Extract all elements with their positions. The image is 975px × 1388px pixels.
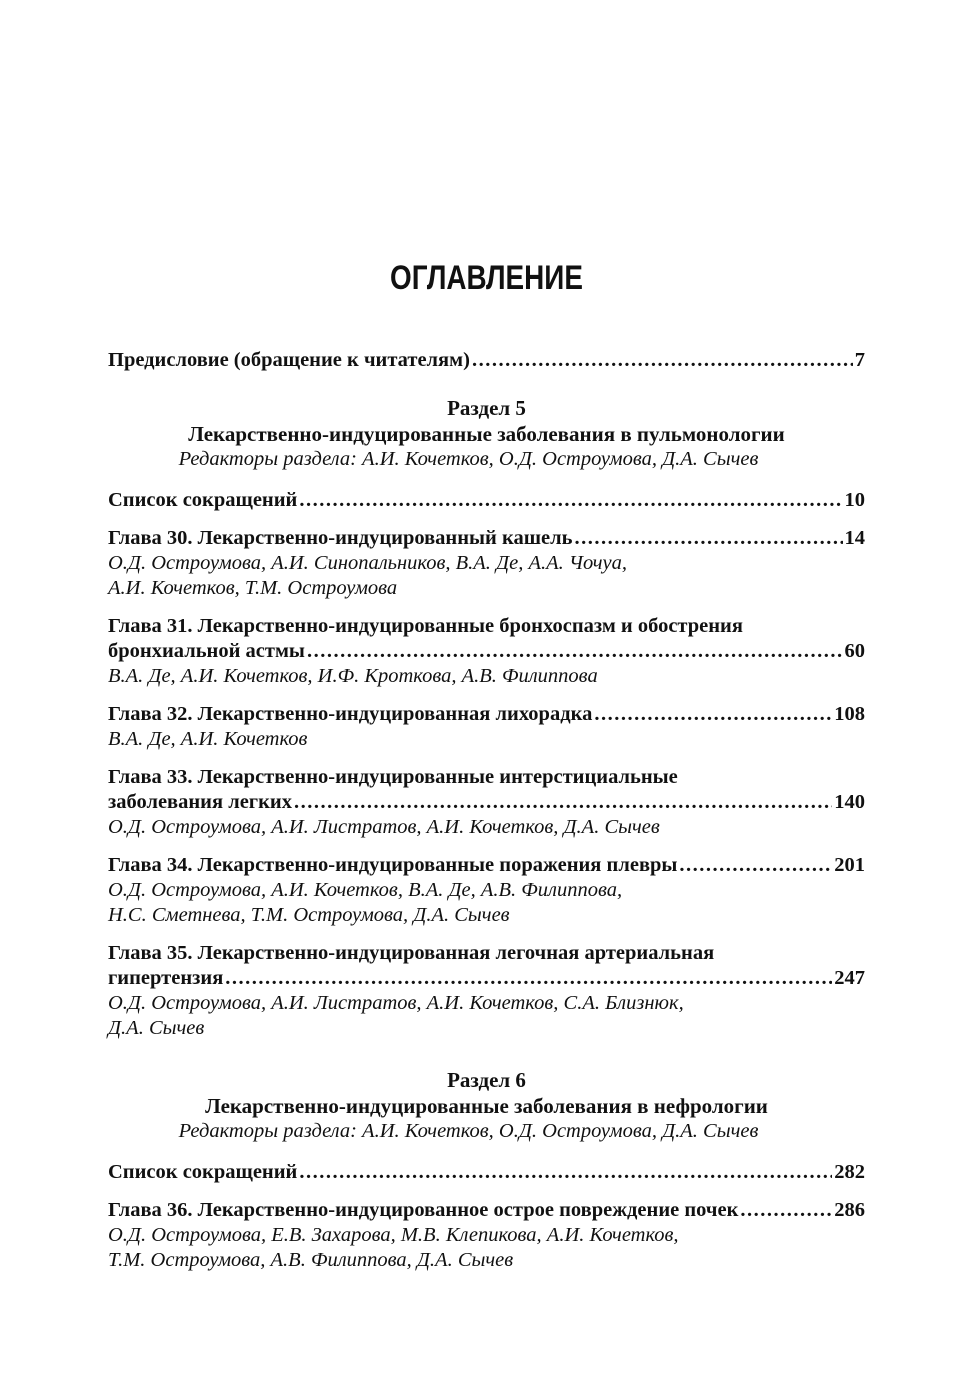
chapter-authors: О.Д. Остроумова, А.И. Листратов, А.И. Кочетков, Д.А. Сычев — [108, 816, 660, 838]
chapter-authors: О.Д. Остроумова, А.И. Листратов, А.И. Кочетков, С.А. Близнюк, — [108, 992, 684, 1014]
toc-page — [108, 258, 865, 1273]
page-number: 60 — [844, 640, 865, 662]
chapter-authors: В.А. Де, А.И. Кочетков — [108, 728, 308, 750]
page-number: 140 — [834, 791, 865, 813]
toc-entry-preface[interactable] — [108, 348, 865, 373]
chapter-authors: Д.А. Сычев — [108, 1017, 205, 1039]
leader-dots — [299, 488, 842, 513]
section-number: Раздел 6 — [447, 1068, 526, 1092]
toc-entry-chapter-32[interactable] — [108, 702, 865, 752]
toc-entry-abbrev[interactable] — [108, 488, 865, 513]
entry-label: Список сокращений — [108, 1161, 298, 1183]
entry-label: Список сокращений — [108, 489, 298, 511]
toc-entry-chapter-33[interactable] — [108, 765, 865, 840]
chapter-authors: Н.С. Сметнева, Т.М. Остроумова, Д.А. Сычев — [108, 904, 510, 926]
toc-entry-chapter-30[interactable] — [108, 526, 865, 601]
chapter-authors: В.А. Де, А.И. Кочетков, И.Ф. Кроткова, А.В. Филиппова — [108, 665, 598, 687]
leader-dots — [225, 966, 832, 991]
section-name: Лекарственно-индуцированные заболевания в нефрологии — [205, 1094, 768, 1118]
chapter-title-cont: гипертензия — [108, 967, 224, 989]
page-number: 282 — [834, 1161, 865, 1183]
chapter-title-cont: заболевания легких — [108, 791, 292, 813]
section-editors: Редакторы раздела: А.И. Кочетков, О.Д. Остроумова, Д.А. Сычев — [178, 448, 759, 470]
leader-dots — [740, 1198, 832, 1223]
toc-entry-chapter-36[interactable] — [108, 1198, 865, 1273]
leader-dots — [594, 702, 832, 727]
chapter-title: Глава 36. Лекарственно-индуцированное острое повреждение почек — [108, 1199, 739, 1221]
chapter-authors: Т.М. Остроумова, А.В. Филиппова, Д.А. Сычев — [108, 1249, 514, 1271]
leader-dots — [307, 639, 843, 664]
leader-dots — [575, 526, 843, 551]
section-editors: Редакторы раздела: А.И. Кочетков, О.Д. Остроумова, Д.А. Сычев — [178, 1120, 759, 1142]
section-number: Раздел 5 — [447, 396, 526, 420]
page-number: 7 — [854, 349, 865, 371]
page-number: 108 — [834, 703, 865, 725]
chapter-title: Глава 30. Лекарственно-индуцированный кашель — [108, 527, 573, 549]
chapter-title: Глава 32. Лекарственно-индуцированная лихорадка — [108, 703, 593, 725]
page-title: ОГЛАВЛЕНИЕ — [390, 259, 583, 297]
toc-entry-chapter-34[interactable] — [108, 853, 865, 928]
chapter-title-cont: бронхиальной астмы — [108, 640, 305, 662]
page-number: 201 — [834, 854, 865, 876]
chapter-authors: А.И. Кочетков, Т.М. Остроумова — [108, 577, 398, 599]
chapter-title: Глава 31. Лекарственно-индуцированные бронхоспазм и обострения — [108, 615, 743, 637]
toc-entry-abbrev-6[interactable] — [108, 1160, 865, 1185]
chapter-title: Глава 33. Лекарственно-индуцированные интерстициальные — [108, 766, 678, 788]
section-6-header — [108, 1067, 865, 1144]
page-number: 286 — [834, 1199, 865, 1221]
chapter-authors: О.Д. Остроумова, А.И. Синопальников, В.А. Де, А.А. Чочуа, — [108, 552, 627, 574]
chapter-authors: О.Д. Остроумова, Е.В. Захарова, М.В. Клепикова, А.И. Кочетков, — [108, 1224, 679, 1246]
page-number: 14 — [844, 527, 865, 549]
entry-label: Предисловие (обращение к читателям) — [108, 349, 470, 371]
page-number: 10 — [844, 489, 865, 511]
leader-dots — [299, 1160, 832, 1185]
section-5-header — [108, 395, 865, 472]
toc-entry-chapter-31[interactable] — [108, 614, 865, 689]
chapter-title: Глава 34. Лекарственно-индуцированные поражения плевры — [108, 854, 678, 876]
section-name: Лекарственно-индуцированные заболевания в пульмонологии — [188, 422, 785, 446]
chapter-authors: О.Д. Остроумова, А.И. Кочетков, В.А. Де, А.В. Филиппова, — [108, 879, 623, 901]
page-number: 247 — [834, 967, 865, 989]
leader-dots — [472, 348, 853, 373]
chapter-title: Глава 35. Лекарственно-индуцированная легочная артериальная — [108, 942, 715, 964]
leader-dots — [294, 790, 832, 815]
toc-entry-chapter-35[interactable] — [108, 941, 865, 1041]
leader-dots — [679, 853, 832, 878]
